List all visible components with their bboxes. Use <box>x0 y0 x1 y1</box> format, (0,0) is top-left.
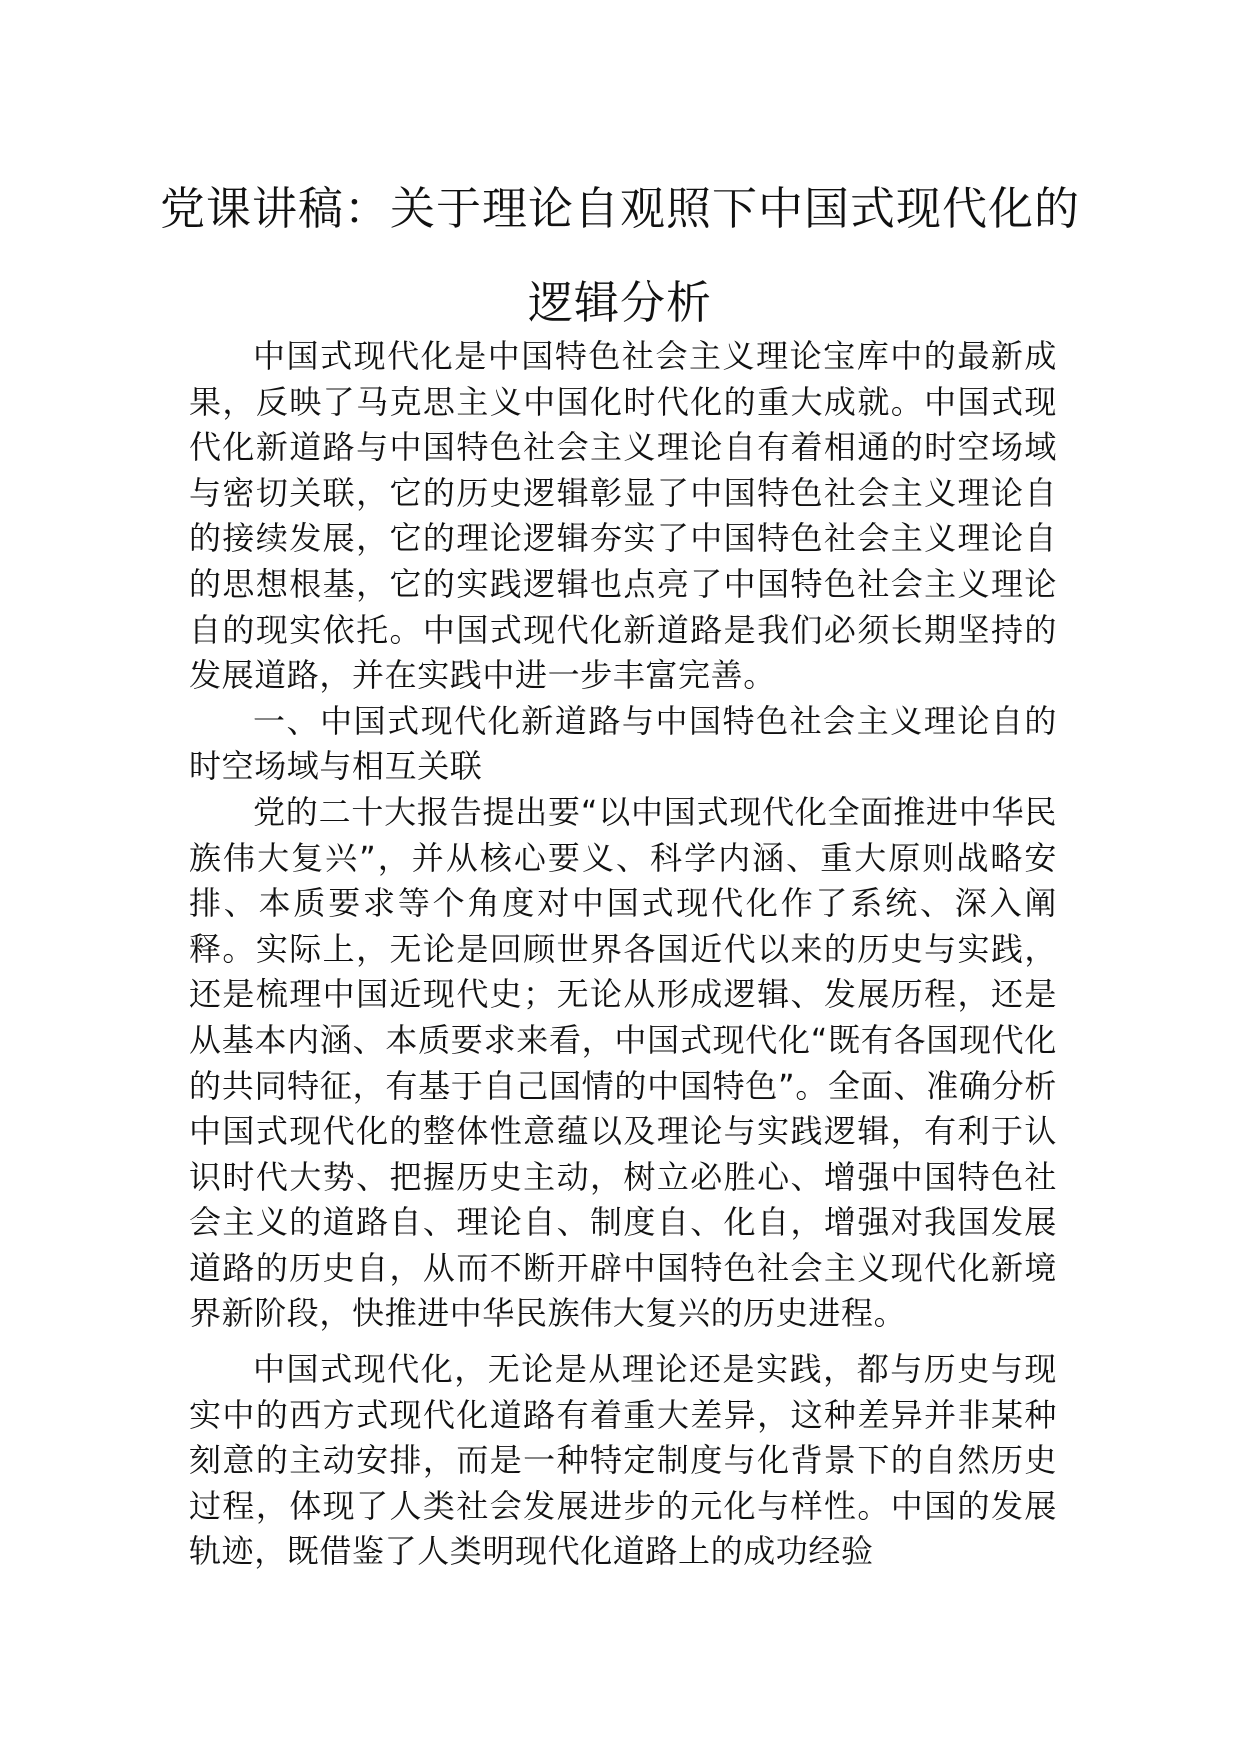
section-heading-1: 一、中国式现代化新道路与中国特色社会主义理论自的时空场域与相互关联 <box>189 701 1057 786</box>
document-title: 党课讲稿：关于理论自观照下中国式现代化的逻辑分析 <box>159 182 1080 329</box>
paragraph-difference: 中国式现代化，无论是从理论还是实践，都与历史与现实中的西方式现代化道路有着重大差异，这种差异并非某种刻意的主动安排，而是一种特定制度与化背景下的自然历史过程，体现了人类社会发展进步的元化与样性。中国的发展轨迹，既借鉴了人类明现代化道路上的成功经验 <box>189 1350 1057 1571</box>
document-body <box>189 334 1057 1575</box>
paragraph-intro: 中国式现代化是中国特色社会主义理论宝库中的最新成果，反映了马克思主义中国化时代化的重大成就。中国式现代化新道路与中国特色社会主义理论自有着相通的时空场域与密切关联，它的历史逻辑彰显了中国特色社会主义理论自的接续发展，它的理论逻辑夯实了中国特色社会主义理论自的思想根基，它的实践逻辑也点亮了中国特色社会主义理论自的现实依托。中国式现代化新道路是我们必须长期坚持的发展道路，并在实践中进一步丰富完善。 <box>189 337 1057 695</box>
paragraph-report: 党的二十大报告提出要“以中国式现代化全面推进中华民族伟大复兴”，并从核心要义、科学内涵、重大原则战略安排、本质要求等个角度对中国式现代化作了系统、深入阐释。实际上，无论是回顾世界各国近代以来的历史与实践，还是梳理中国近现代史；无论从形成逻辑、发展历程，还是从基本内涵、本质要求来看，中国式现代化“既有各国现代化的共同特征，有基于自己国情的中国特色”。全面、准确分析中国式现代化的整体性意蕴以及理论与实践逻辑，有利于认识时代大势、把握历史主动，树立必胜心、增强中国特色社会主义的道路自、理论自、制度自、化自，增强对我国发展道路的历史自，从而不断开辟中国特色社会主义现代化新境界新阶段，快推进中华民族伟大复兴的历史进程。 <box>189 792 1057 1333</box>
